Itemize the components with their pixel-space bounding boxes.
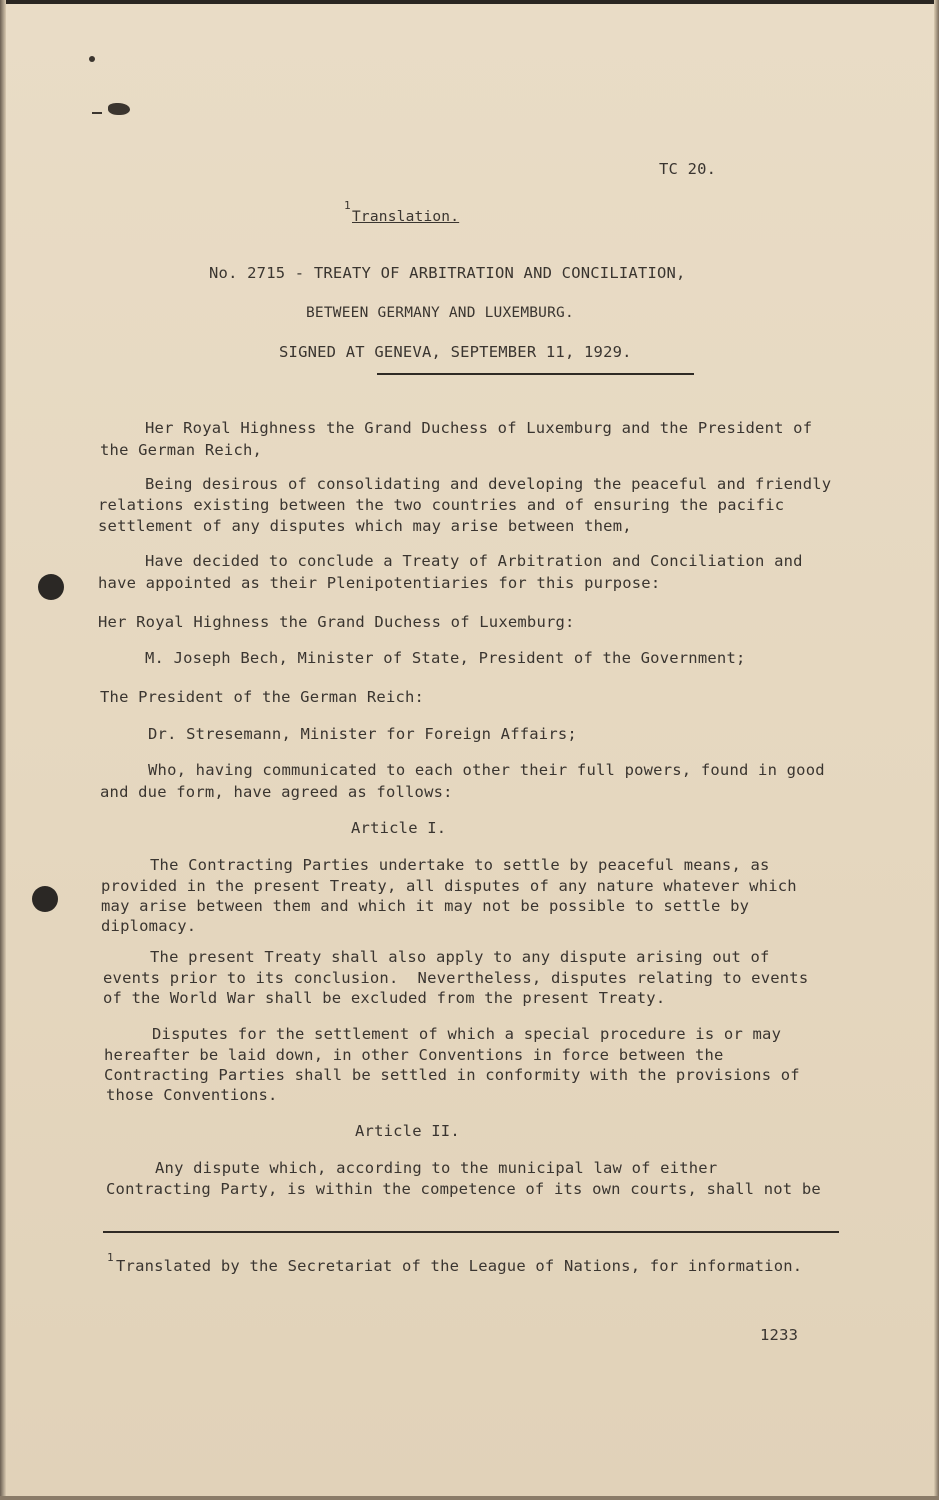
article-text-line: Any dispute which, according to the municipal law of either [155, 1159, 718, 1177]
treaty-title-line-3: SIGNED AT GENEVA, SEPTEMBER 11, 1929. [279, 343, 632, 361]
preamble-line: Her Royal Highness the Grand Duchess of Luxemburg and the President of [145, 419, 813, 437]
article-text-line: The Contracting Parties undertake to settle by peaceful means, as [150, 856, 770, 874]
preamble-line: Who, having communicated to each other their full powers, found in good [148, 761, 825, 779]
page-number: 1233 [760, 1326, 799, 1344]
translation-label: Translation. [352, 209, 460, 225]
scan-edge-top [0, 0, 939, 4]
treaty-title-line-2: BETWEEN GERMANY AND LUXEMBURG. [306, 305, 574, 321]
plenipotentiary-heading: The President of the German Reich: [100, 688, 425, 706]
article-text-line: may arise between them and which it may not be possible to settle by [101, 897, 750, 915]
treaty-title-line-1: No. 2715 - TREATY OF ARBITRATION AND CONCILIATION, [209, 264, 686, 282]
punch-hole-upper [38, 574, 64, 600]
article-text-line: events prior to its conclusion. Nevertheless, disputes relating to events [103, 969, 809, 987]
preamble-line: have appointed as their Plenipotentiaries for this purpose: [98, 574, 661, 592]
ink-blot [108, 103, 130, 115]
article-heading: Article II. [355, 1122, 460, 1140]
article-text-line: Contracting Party, is within the competence of its own courts, shall not be [106, 1180, 821, 1198]
preamble-line: settlement of any disputes which may arise between them, [98, 517, 632, 535]
article-text-line: diplomacy. [101, 917, 197, 935]
footnote-rule [103, 1231, 839, 1233]
article-text-line: provided in the present Treaty, all disputes of any nature whatever which [101, 877, 797, 895]
plenipotentiary-name: Dr. Stresemann, Minister for Foreign Affairs; [148, 725, 577, 743]
footnote-text: Translated by the Secretariat of the League of Nations, for information. [116, 1257, 803, 1275]
preamble-line: Being desirous of consolidating and developing the peaceful and friendly [145, 475, 832, 493]
ink-speck [89, 56, 95, 62]
footnote-mark: 1 [107, 1251, 114, 1264]
article-text-line: Disputes for the settlement of which a special procedure is or may [152, 1025, 782, 1043]
scan-edge-bottom [0, 1496, 939, 1500]
article-text-line: The present Treaty shall also apply to any dispute arising out of [150, 948, 770, 966]
preamble-line: the German Reich, [100, 441, 263, 459]
ink-dash [92, 112, 102, 114]
preamble-line: relations existing between the two countries and of ensuring the pacific [98, 496, 785, 514]
plenipotentiary-name: M. Joseph Bech, Minister of State, President of the Government; [145, 649, 746, 667]
scan-edge-right [934, 0, 939, 1500]
translation-footnote-mark: 1 [344, 199, 351, 212]
punch-hole-lower [32, 886, 58, 912]
article-text-line: those Conventions. [106, 1086, 278, 1104]
article-text-line: hereafter be laid down, in other Conventions in force between the [104, 1046, 724, 1064]
plenipotentiary-heading: Her Royal Highness the Grand Duchess of Luxemburg: [98, 613, 575, 631]
title-rule [377, 373, 694, 375]
article-text-line: of the World War shall be excluded from the present Treaty. [103, 989, 666, 1007]
article-text-line: Contracting Parties shall be settled in conformity with the provisions of [104, 1066, 800, 1084]
scan-edge-left [0, 0, 6, 1500]
article-heading: Article I. [351, 819, 447, 837]
document-code: TC 20. [659, 160, 717, 178]
preamble-line: and due form, have agreed as follows: [100, 783, 453, 801]
preamble-line: Have decided to conclude a Treaty of Arbitration and Conciliation and [145, 552, 803, 570]
